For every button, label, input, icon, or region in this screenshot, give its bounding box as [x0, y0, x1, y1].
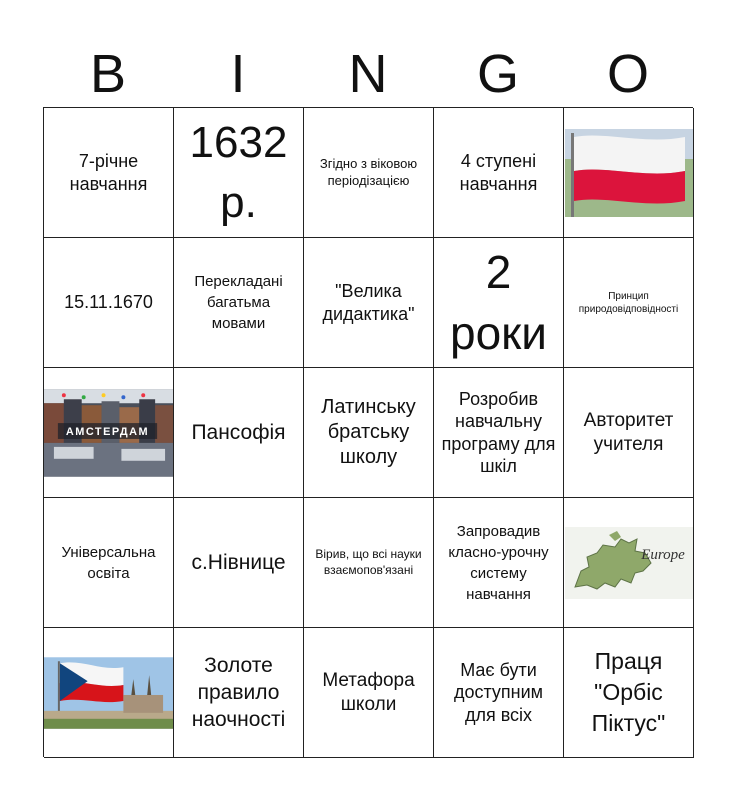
bingo-cell[interactable]	[434, 108, 564, 238]
cell-text: 2 роки	[450, 245, 547, 359]
bingo-cell[interactable]	[564, 628, 694, 758]
cell-text: Латинську братську школу	[321, 396, 416, 468]
bingo-cell[interactable]	[564, 238, 694, 368]
bingo-cell[interactable]	[174, 498, 304, 628]
bingo-header	[43, 42, 693, 106]
header-letter-i: I	[230, 44, 246, 104]
bingo-cell[interactable]	[174, 368, 304, 498]
cell-text: 4 ступені навчання	[459, 151, 538, 194]
bingo-cell[interactable]	[434, 238, 564, 368]
bingo-grid	[43, 107, 693, 757]
cell-text: с.Нівнице	[191, 550, 286, 574]
amsterdam-image	[44, 389, 173, 477]
bingo-cell[interactable]	[304, 628, 434, 758]
header-letter-o: O	[606, 44, 649, 104]
cell-text: 1632 р.	[189, 118, 288, 227]
bingo-cell[interactable]	[44, 628, 174, 758]
bingo-cell[interactable]	[44, 498, 174, 628]
poland-flag-image	[565, 129, 693, 217]
bingo-cell[interactable]	[304, 238, 434, 368]
header-letter-b: B	[89, 44, 127, 104]
header-letter-n: N	[348, 44, 388, 104]
bingo-cell[interactable]	[304, 368, 434, 498]
czech-flag-prague-image	[44, 657, 173, 729]
cell-text: 15.11.1670	[64, 292, 153, 313]
cell-text: Перекладані багатьма мовами	[194, 273, 283, 332]
cell-text: Універсальна освіта	[61, 543, 156, 582]
bingo-cell[interactable]	[564, 368, 694, 498]
cell-text: "Велика дидактика"	[322, 281, 415, 324]
cell-text: Пансофія	[191, 420, 286, 444]
bingo-cell[interactable]	[174, 108, 304, 238]
bingo-cell[interactable]	[564, 108, 694, 238]
bingo-cell[interactable]	[44, 238, 174, 368]
cell-text: Розробив навчальну програму для шкіл	[441, 388, 556, 476]
bingo-cell[interactable]	[44, 368, 174, 498]
cell-text: Вірив, що всі науки взаємопов'язані	[315, 546, 422, 577]
bingo-cell[interactable]	[434, 628, 564, 758]
cell-text: Золоте правило наочності	[191, 653, 286, 732]
cell-text: Згідно з віковою періодізацією	[319, 155, 418, 188]
cell-text: Запровадив класно-урочну систему навчання	[448, 522, 549, 603]
cell-text: Праця "Орбіс Піктус"	[591, 647, 666, 737]
amsterdam-caption: АМСТЕРДАМ	[65, 425, 150, 438]
cell-text: Метафора школи	[322, 669, 415, 715]
bingo-cell[interactable]	[174, 238, 304, 368]
europe-caption: Europe	[640, 546, 685, 563]
cell-text: Принцип природовідповідності	[578, 290, 679, 315]
bingo-cell[interactable]	[304, 108, 434, 238]
bingo-cell[interactable]	[434, 368, 564, 498]
bingo-cell[interactable]	[564, 498, 694, 628]
bingo-cell[interactable]	[44, 108, 174, 238]
bingo-cell[interactable]	[174, 628, 304, 758]
cell-text: Авторитет учителя	[583, 409, 674, 455]
cell-text: 7-річне навчання	[69, 151, 148, 194]
europe-map-image	[565, 527, 693, 599]
header-letter-g: G	[476, 44, 519, 104]
bingo-cell[interactable]	[304, 498, 434, 628]
bingo-cell[interactable]	[434, 498, 564, 628]
cell-text: Має бути доступним для всіх	[453, 659, 544, 725]
